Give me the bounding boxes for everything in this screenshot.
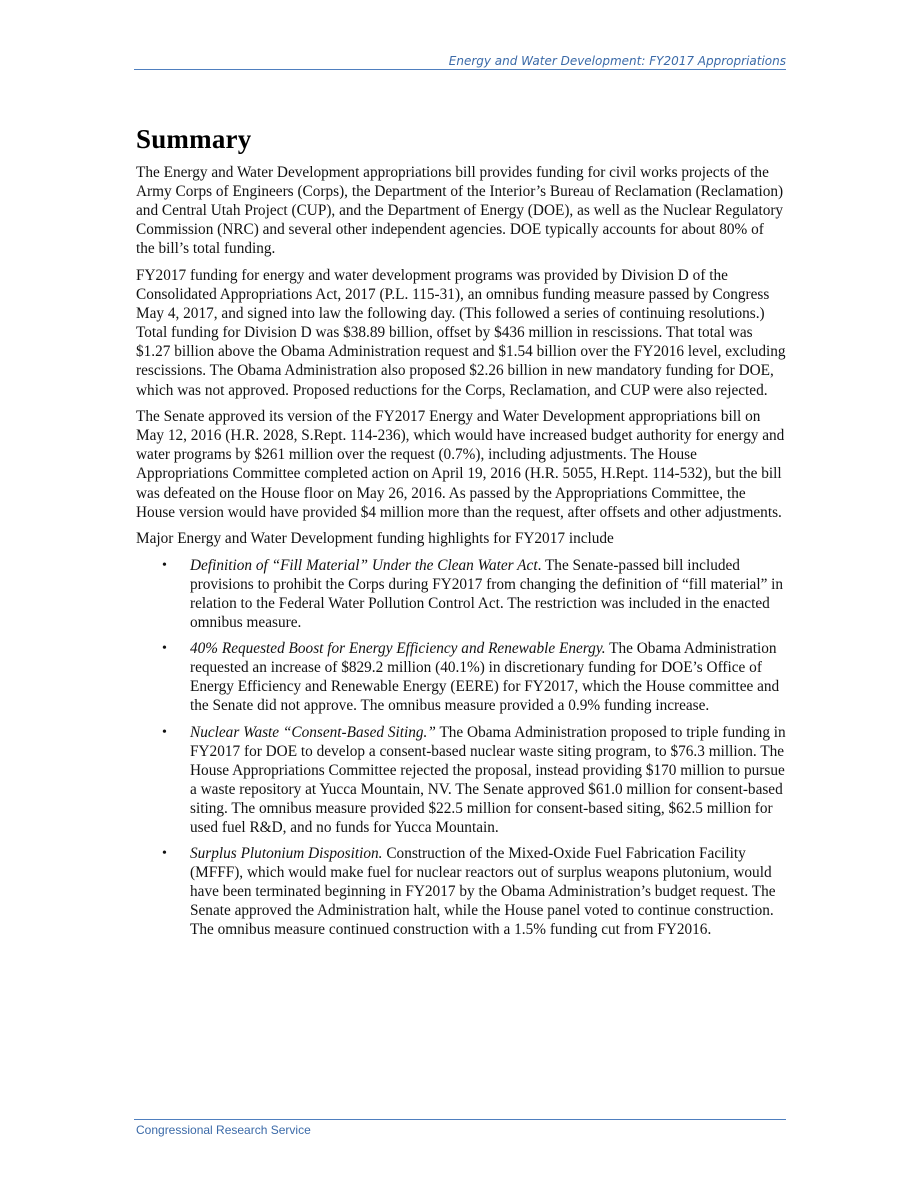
highlights-list <box>136 556 786 940</box>
paragraph-fy2017-funding: FY2017 funding for energy and water development programs was provided by Division D of the Consolidated Appropriations Act, 2017 (P.L. 115-31), an omnibus funding measure passed by Congress May 4, 2017, and signed into law the following day. (This followed a series of continuing resolutions.) Total funding for Division D was $38.89 billion, offset by $436 million in rescissions. That total was $1.27 billion above the Obama Administration request and $1.54 billion over the FY2016 level, excluding rescissions. The Obama Administration also proposed $2.26 billion in new mandatory funding for DOE, which was not approved. Proposed reductions for the Corps, Reclamation, and CUP were also rejected. <box>136 266 786 399</box>
bullet-icon: • <box>162 724 167 740</box>
bullet-icon: • <box>162 557 167 573</box>
footer-organization: Congressional Research Service <box>136 1123 311 1137</box>
bullet-title: Nuclear Waste “Consent-Based Siting.” <box>190 723 436 741</box>
section-heading: Summary <box>136 124 252 154</box>
bullet-title: Definition of “Fill Material” Under the Clean Water Act <box>190 556 538 574</box>
bullet-title: 40% Requested Boost for Energy Efficiency and Renewable Energy. <box>190 640 606 658</box>
bullet-text: The Obama Administration requested an increase of $829.2 million (40.1%) in discretionary funding for DOE’s Office of Energy Efficiency and Renewable Energy (EERE) for FY2017, which the House committee and the Senate did not approve. The omnibus measure provided a 0.9% funding increase. <box>190 640 780 715</box>
bullet-text: . The Senate-passed bill included provisions to prohibit the Corps during FY2017 from changing the definition of “fill material” in relation to the Federal Water Pollution Control Act. The restriction was included in the enacted omnibus measure. <box>190 556 784 632</box>
header-divider <box>134 69 786 70</box>
list-item <box>136 844 786 939</box>
summary-section <box>136 124 786 947</box>
paragraph-senate-house-action: The Senate approved its version of the FY2017 Energy and Water Development appropriations bill on May 12, 2016 (H.R. 2028, S.Rept. 114-236), which would have increased budget authority for energy and water programs by $261 million over the request (0.7%), including adjustments. The House Appropriations Committee completed action on April 19, 2016 (H.R. 5055, H.Rept. 114-532), but the bill was defeated on the House floor on May 26, 2016. As passed by the Appropriations Committee, the House version would have provided $4 million more than the request, after offsets and other adjustments. <box>136 408 785 521</box>
list-item <box>136 639 786 715</box>
bullet-text: Construction of the Mixed-Oxide Fuel Fabrication Facility (MFFF), which would make fuel for nuclear reactors out of surplus weapons plutonium, would have been terminated beginning in FY2017 by the Obama Administration’s budget request. The Senate approved the Administration halt, while the House panel voted to continue construction. The omnibus measure continued construction with a 1.5% funding cut from FY2016. <box>190 845 776 939</box>
bullet-icon: • <box>162 846 167 862</box>
bullet-text: The Obama Administration proposed to triple funding in FY2017 for DOE to develop a consent-based nuclear waste siting program, to $76.3 million. The House Appropriations Committee rejected the proposal, instead providing $170 million to pursue a waste repository at Yucca Mountain, NV. The Senate approved $61.0 million for consent-based siting. The omnibus measure provided $22.5 million for consent-based siting, $62.5 million for used fuel R&D, and no funds for Yucca Mountain. <box>190 723 786 836</box>
bullet-title: Surplus Plutonium Disposition. <box>190 845 383 863</box>
bullet-icon: • <box>162 641 167 657</box>
list-item <box>136 723 786 838</box>
running-header: Energy and Water Development: FY2017 Appropriations <box>448 54 786 68</box>
footer-divider <box>134 1119 786 1120</box>
paragraph-highlights-intro: Major Energy and Water Development funding highlights for FY2017 include <box>136 530 614 548</box>
paragraph-overview: The Energy and Water Development appropriations bill provides funding for civil works projects of the Army Corps of Engineers (Corps), the Department of the Interior’s Bureau of Reclamation (Reclamation) and Central Utah Project (CUP), and the Department of Energy (DOE), as well as the Nuclear Regulatory Commission (NRC) and several other independent agencies. DOE typically accounts for about 80% of the bill’s total funding. <box>136 164 784 258</box>
list-item <box>136 556 786 632</box>
